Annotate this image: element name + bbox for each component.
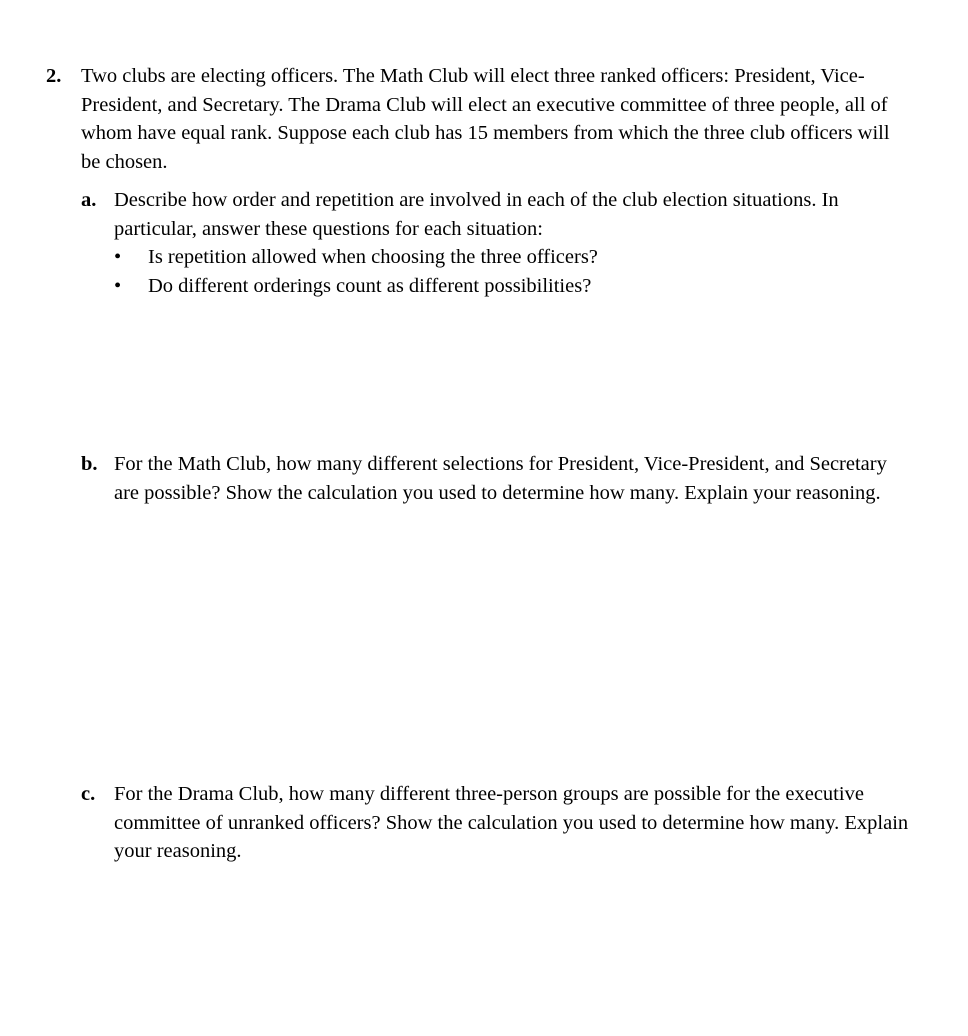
part-a-letter: a. bbox=[81, 189, 97, 211]
part-b-question: For the Math Club, how many different selections for President, Vice-President, and Secretary are possible? Show the calculation you used to determine how many. Explain your reasoning. bbox=[114, 453, 887, 504]
bullet-dot: • bbox=[114, 275, 122, 297]
bullet-item bbox=[114, 272, 894, 301]
part-a-question: Describe how order and repetition are involved in each of the club election situations. In particular, answer these questions for each situation: bbox=[114, 189, 839, 240]
part-c-letter: c. bbox=[81, 783, 96, 805]
bullet-dot: • bbox=[114, 246, 122, 268]
part-b-letter: b. bbox=[81, 453, 98, 475]
part-a-bullet-list bbox=[114, 243, 894, 301]
bullet-item bbox=[114, 243, 894, 272]
problem-number: 2. bbox=[46, 65, 62, 87]
part-c-question: For the Drama Club, how many different three-person groups are possible for the executive committee of unranked officers? Show the calculation you used to determine how many. Explain your reasoning. bbox=[114, 783, 909, 862]
problem-statement: Two clubs are electing officers. The Math Club will elect three ranked officers: President, Vice-President, and Secretary. The Drama Club will elect an executive committee of three people, all of whom have equal rank. Suppose each club has 15 members from which the three club officers will be chosen. bbox=[81, 65, 890, 173]
bullet-text: Is repetition allowed when choosing the three officers? bbox=[148, 246, 598, 268]
bullet-text: Do different orderings count as different possibilities? bbox=[148, 275, 592, 297]
